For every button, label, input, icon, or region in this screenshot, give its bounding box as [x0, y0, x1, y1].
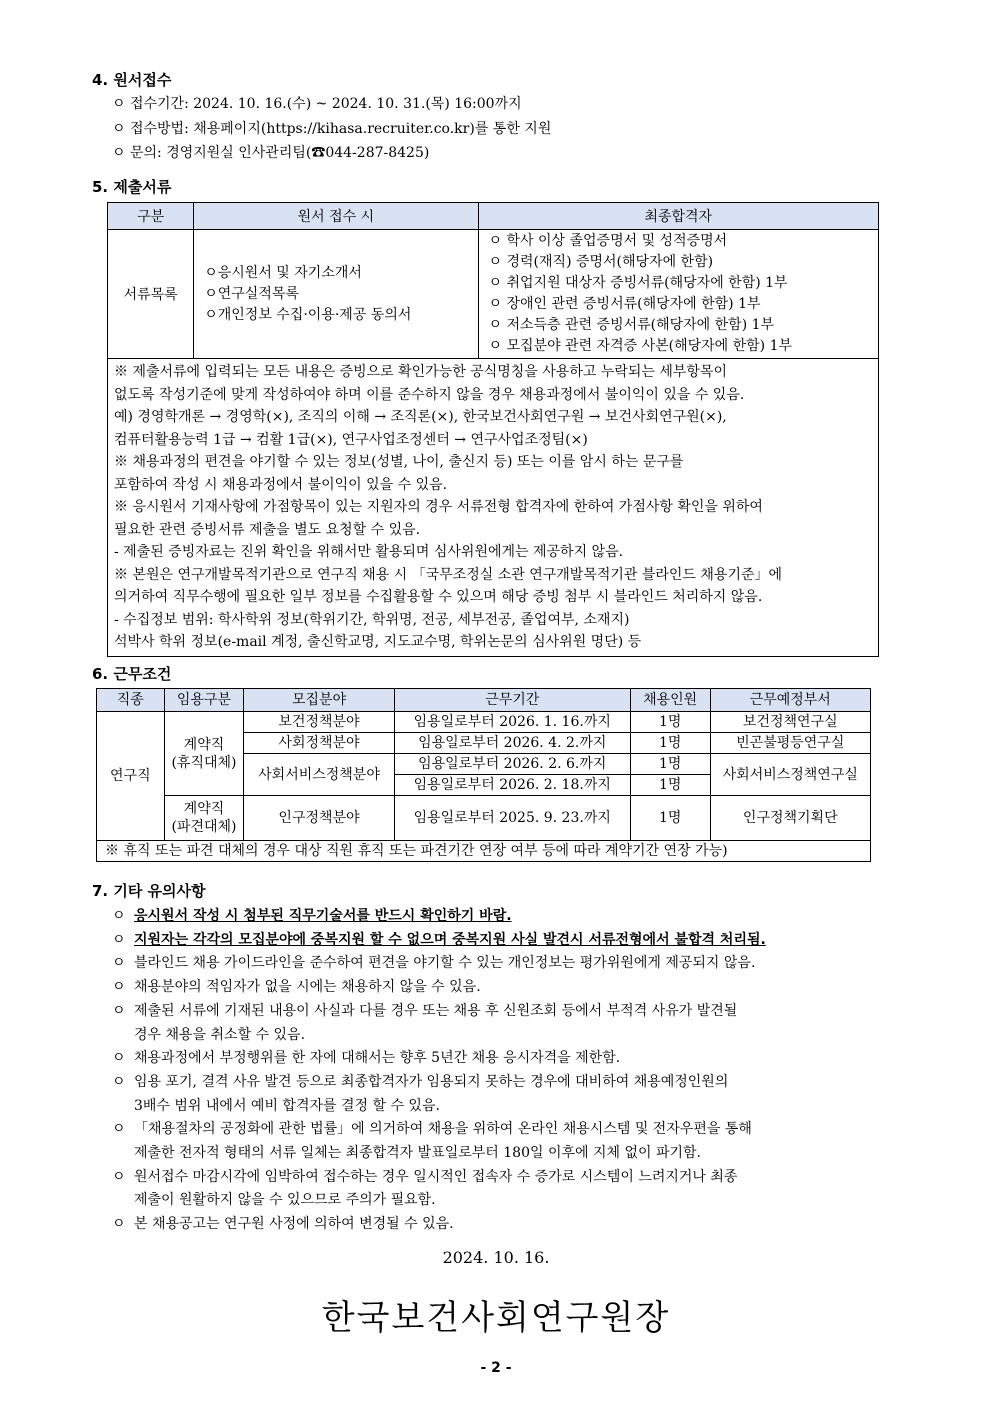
note-line: - 수집정보 범위: 학사학위 정보(학위기간, 학위명, 전공, 세부전공, 졸업여부, 소재지) [114, 611, 630, 628]
count-cell: 1명 [630, 733, 710, 754]
type2-cell: 계약직 (파견대체) [164, 796, 244, 841]
work-conditions-table [96, 688, 871, 862]
header-job: 직종 [97, 689, 165, 712]
section-7-title: 7. 기타 유의사항 [92, 882, 206, 900]
signature: 한국보건사회연구원장 [321, 1298, 671, 1338]
final-doc: ㅇ 학사 이상 졸업증명서 및 성적증명서 [488, 233, 728, 249]
row-label: 서류목록 [108, 230, 194, 359]
final-doc: ㅇ 경력(재직) 증명서(해당자에 한함) [488, 254, 714, 270]
notice-item: 원서접수 마감시각에 임박하여 접수하는 경우 일시적인 접속자 수 증가로 시스템이 느려지거나 최종 [134, 1168, 738, 1185]
dept-cell: 빈곤불평등연구실 [710, 733, 870, 754]
sec4-item-2: ㅇ 문의: 경영지원실 인사관리팀(☎044-287-8425) [112, 145, 430, 161]
header-category: 구분 [108, 203, 194, 230]
documents-table [107, 202, 879, 657]
note-line: 포함하여 작성 시 채용과정에서 불이익이 있을 수 있음. [114, 476, 448, 493]
note-line: 석박사 학위 정보(e-mail 계정, 출신학교명, 지도교수명, 학위논문의 심사위원 명단) 등 [114, 634, 642, 650]
header-type: 임용구분 [164, 689, 244, 712]
apply-doc: ㅇ연구실적목록 [204, 285, 299, 302]
notice-bullet: ㅇ [112, 1002, 126, 1019]
note-line: 예) 경영학개론 → 경영학(×), 조직의 이해 → 조직론(×), 한국보건사회연구원 → 보건사회연구원(×), [114, 409, 727, 425]
page-number: - 2 - [480, 1360, 512, 1376]
count-cell: 1명 [630, 712, 710, 733]
period-cell: 임용일로부터 2026. 2. 6.까지 [394, 754, 630, 775]
section-4-title: 4. 원서접수 [92, 71, 172, 89]
dept-cell: 사회서비스정책연구실 [710, 754, 870, 796]
notice-item: 채용과정에서 부정행위를 한 자에 대해서는 향후 5년간 채용 응시자격을 제한함. [134, 1050, 621, 1067]
notice-item: 경우 채용을 취소할 수 있음. [134, 1026, 306, 1043]
notice-item: 제출된 서류에 기재된 내용이 사실과 다를 경우 또는 채용 후 신원조회 등에서 부적격 사유가 발견될 [134, 1002, 738, 1019]
note-line: 없도록 작성기준에 맞게 작성하여야 하며 이를 준수하지 않을 경우 채용과정에서 불이익이 있을 수 있음. [114, 386, 745, 403]
notice-bullet: ㅇ [112, 908, 126, 924]
notice-item: 블라인드 채용 가이드라인을 준수하여 편견을 야기할 수 있는 개인정보는 평가위원에게 제공되지 않음. [134, 955, 756, 972]
notice-item: 본 채용공고는 연구원 사정에 의하여 변경될 수 있음. [134, 1216, 454, 1233]
final-docs-cell [478, 230, 878, 359]
header-final: 최종합격자 [478, 203, 878, 230]
note-line: ※ 채용과정의 편견을 야기할 수 있는 정보(성별, 나이, 출신지 등) 또는 이를 암시 하는 문구를 [114, 454, 684, 470]
field-cell: 보건정책분야 [244, 712, 394, 733]
notice-item: 「채용절차의 공정화에 관한 법률」에 의거하여 채용을 위하여 온라인 채용시스템 및 전자우편을 통해 [134, 1121, 752, 1138]
notice-item: 제출한 전자적 형태의 서류 일체는 최종합격자 발표일로부터 180일 이후에 지체 없이 파기함. [134, 1145, 701, 1161]
final-doc: ㅇ 장애인 관련 증빙서류(해당자에 한함) 1부 [488, 296, 761, 312]
type1-cell: 계약직 (휴직대체) [164, 712, 244, 796]
header-apply: 원서 접수 시 [194, 203, 478, 230]
notice-item: 지원자는 각각의 모집분야에 중복지원 할 수 없으며 중복지원 사실 발견시 서류전형에서 불합격 처리됨. [134, 931, 766, 948]
notice-item: 채용분야의 적임자가 없을 시에는 채용하지 않을 수 있음. [134, 979, 481, 996]
final-doc: ㅇ 취업지원 대상자 증빙서류(해당자에 한함) 1부 [488, 275, 788, 291]
count-cell: 1명 [630, 775, 710, 796]
notice-item: 3배수 범위 내에서 예비 합격자를 결정 할 수 있음. [134, 1097, 440, 1114]
dept-cell: 인구정책기획단 [710, 796, 870, 841]
announcement-date: 2024. 10. 16. [442, 1248, 550, 1267]
table-footnote: ※ 휴직 또는 파견 대체의 경우 대상 직원 휴직 또는 파견기간 연장 여부 등에 따라 계약기간 연장 가능) [97, 841, 871, 862]
field-cell: 사회서비스정책분야 [244, 754, 394, 796]
field-cell: 사회정책분야 [244, 733, 394, 754]
final-doc: ㅇ 모집분야 관련 자격증 사본(해당자에 한함) 1부 [488, 338, 793, 354]
apply-docs-cell [194, 230, 478, 359]
period-cell: 임용일로부터 2026. 4. 2.까지 [394, 733, 630, 754]
notice-bullet: ㅇ [112, 1216, 126, 1233]
notice-item: 임용 포기, 결격 사유 발견 등으로 최종합격자가 임용되지 못하는 경우에 대비하여 채용예정인원의 [134, 1073, 729, 1090]
notice-bullet: ㅇ [112, 1121, 126, 1138]
apply-doc: ㅇ응시원서 및 자기소개서 [204, 264, 362, 281]
header-count: 채용인원 [630, 689, 710, 712]
note-line: ※ 제출서류에 입력되는 모든 내용은 증빙으로 확인가능한 공식명칭을 사용하고 누락되는 세부항목이 [114, 364, 727, 380]
notice-bullet: ㅇ [112, 931, 126, 948]
note-line: ※ 본원은 연구개발목적기관으로 연구직 채용 시 「국무조정실 소관 연구개발목적기관 블라인드 채용기준」에 [114, 566, 783, 583]
note-line: 필요한 관련 증빙서류 제출을 별도 요청할 수 있음. [114, 521, 421, 538]
section-5-title: 5. 제출서류 [92, 178, 172, 196]
note-line: 의거하여 직무수행에 필요한 일부 정보를 수집활용할 수 있으며 해당 증빙 첨부 시 블라인드 처리하지 않음. [114, 589, 763, 605]
count-cell: 1명 [630, 754, 710, 775]
final-doc: ㅇ 저소득층 관련 증빙서류(해당자에 한함) 1부 [488, 317, 775, 333]
count-cell: 1명 [630, 796, 710, 841]
note-line: ※ 응시원서 기재사항에 가점항목이 있는 지원자의 경우 서류전형 합격자에 한하여 가점사항 확인을 위하여 [114, 499, 763, 515]
sec4-item-0: ㅇ 접수기간: 2024. 10. 16.(수) ~ 2024. 10. 31.(목) 16:00까지 [112, 96, 522, 112]
period-cell: 임용일로부터 2026. 1. 16.까지 [394, 712, 630, 733]
note-line: - 제출된 증빙자료는 진위 확인을 위해서만 활용되며 심사위원에게는 제공하지 않음. [114, 544, 624, 560]
notice-bullet: ㅇ [112, 955, 126, 972]
notice-bullet: ㅇ [112, 1168, 126, 1185]
notice-bullet: ㅇ [112, 1073, 126, 1090]
section-6-title: 6. 근무조건 [92, 665, 172, 683]
notice-item: 응시원서 작성 시 첨부된 직무기술서를 반드시 확인하기 바람. [134, 908, 512, 924]
notice-bullet: ㅇ [112, 979, 126, 996]
field-cell: 인구정책분야 [244, 796, 394, 841]
header-field: 모집분야 [244, 689, 394, 712]
period-cell: 임용일로부터 2025. 9. 23.까지 [394, 796, 630, 841]
period-cell: 임용일로부터 2026. 2. 18.까지 [394, 775, 630, 796]
note-line: 컴퓨터활용능력 1급 → 컴활 1급(×), 연구사업조정센터 → 연구사업조정팀(×) [114, 431, 588, 448]
header-dept: 근무예정부서 [710, 689, 870, 712]
notice-item: 제출이 원활하지 않을 수 있으므로 주의가 필요함. [134, 1192, 436, 1209]
header-period: 근무기간 [394, 689, 630, 712]
notice-bullet: ㅇ [112, 1050, 126, 1067]
notes-cell [108, 359, 879, 657]
job-cell: 연구직 [97, 712, 165, 841]
apply-doc: ㅇ개인정보 수집·이용·제공 동의서 [204, 306, 412, 323]
dept-cell: 보건정책연구실 [710, 712, 870, 733]
sec4-item-1: ㅇ 접수방법: 채용페이지(https://kihasa.recruiter.co.kr)를 통한 지원 [112, 121, 552, 137]
